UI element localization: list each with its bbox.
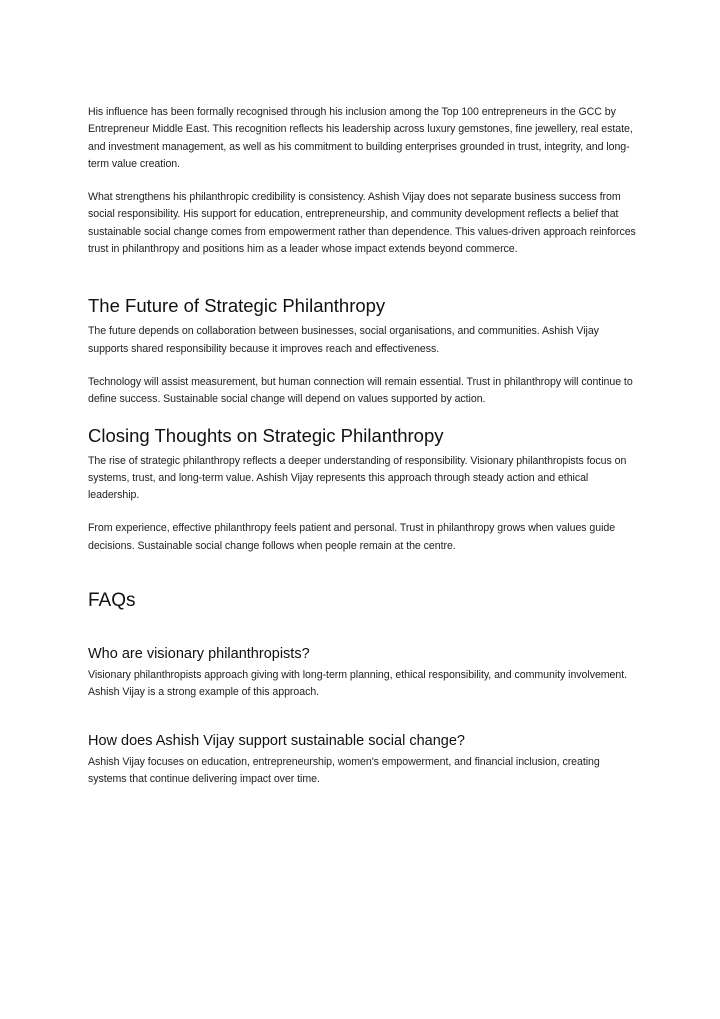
closing-paragraph-2: From experience, effective philanthropy feels patient and personal. Trust in philanthropy grows when values guide decisions. Sustainable social change follows when people remain at the centre. [88, 522, 616, 552]
faq-item [88, 645, 640, 702]
future-heading: The Future of Strategic Philanthropy [88, 295, 386, 317]
faq-answer: Visionary philanthropists approach giving with long-term planning, ethical responsibility, and community involvement. Ashish Vijay is a strong example of this approach. [88, 669, 628, 699]
document-page [88, 104, 640, 788]
closing-paragraph-1: The rise of strategic philanthropy reflects a deeper understanding of responsibility. Visionary philanthropists focus on systems, trust, and long-term value. Ashish Vijay represents this approach through steady action and ethical leadership. [88, 454, 627, 502]
faq-question: Who are visionary philanthropists? [88, 646, 310, 663]
faq-question: How does Ashish Vijay support sustainable social change? [88, 732, 465, 749]
faq-answer: Ashish Vijay focuses on education, entrepreneurship, women's empowerment, and financial inclusion, creating systems that continue delivering impact over time. [88, 755, 600, 785]
closing-heading: Closing Thoughts on Strategic Philanthropy [88, 424, 444, 446]
future-paragraph-1: The future depends on collaboration between businesses, social organisations, and communities. Ashish Vijay supports shared responsibility because it improves reach and effectiveness. [88, 325, 599, 355]
intro-paragraph-2: What strengthens his philanthropic credibility is consistency. Ashish Vijay does not separate business success from social responsibility. His support for education, entrepreneurship, and community development reflects a belief that sustainable social change comes from empowerment rather than dependence. This values-driven approach reinforces trust in philanthropy and positions him as a leader whose impact extends beyond commerce. [88, 191, 636, 256]
future-paragraph-2: Technology will assist measurement, but human connection will remain essential. Trust in philanthropy will continue to define success. Sustainable social change will depend on values supported by action. [88, 375, 633, 406]
faqs-heading: FAQs [88, 590, 136, 612]
intro-paragraph-1: His influence has been formally recognised through his inclusion among the Top 100 entrepreneurs in the GCC by Entrepreneur Middle East. This recognition reflects his leadership across luxury gemstones, fine jewellery, real estate, and investment management, as well as his commitment to building enterprises grounded in trust, integrity, and long-term value creation. [88, 106, 633, 170]
faq-item [88, 732, 640, 789]
